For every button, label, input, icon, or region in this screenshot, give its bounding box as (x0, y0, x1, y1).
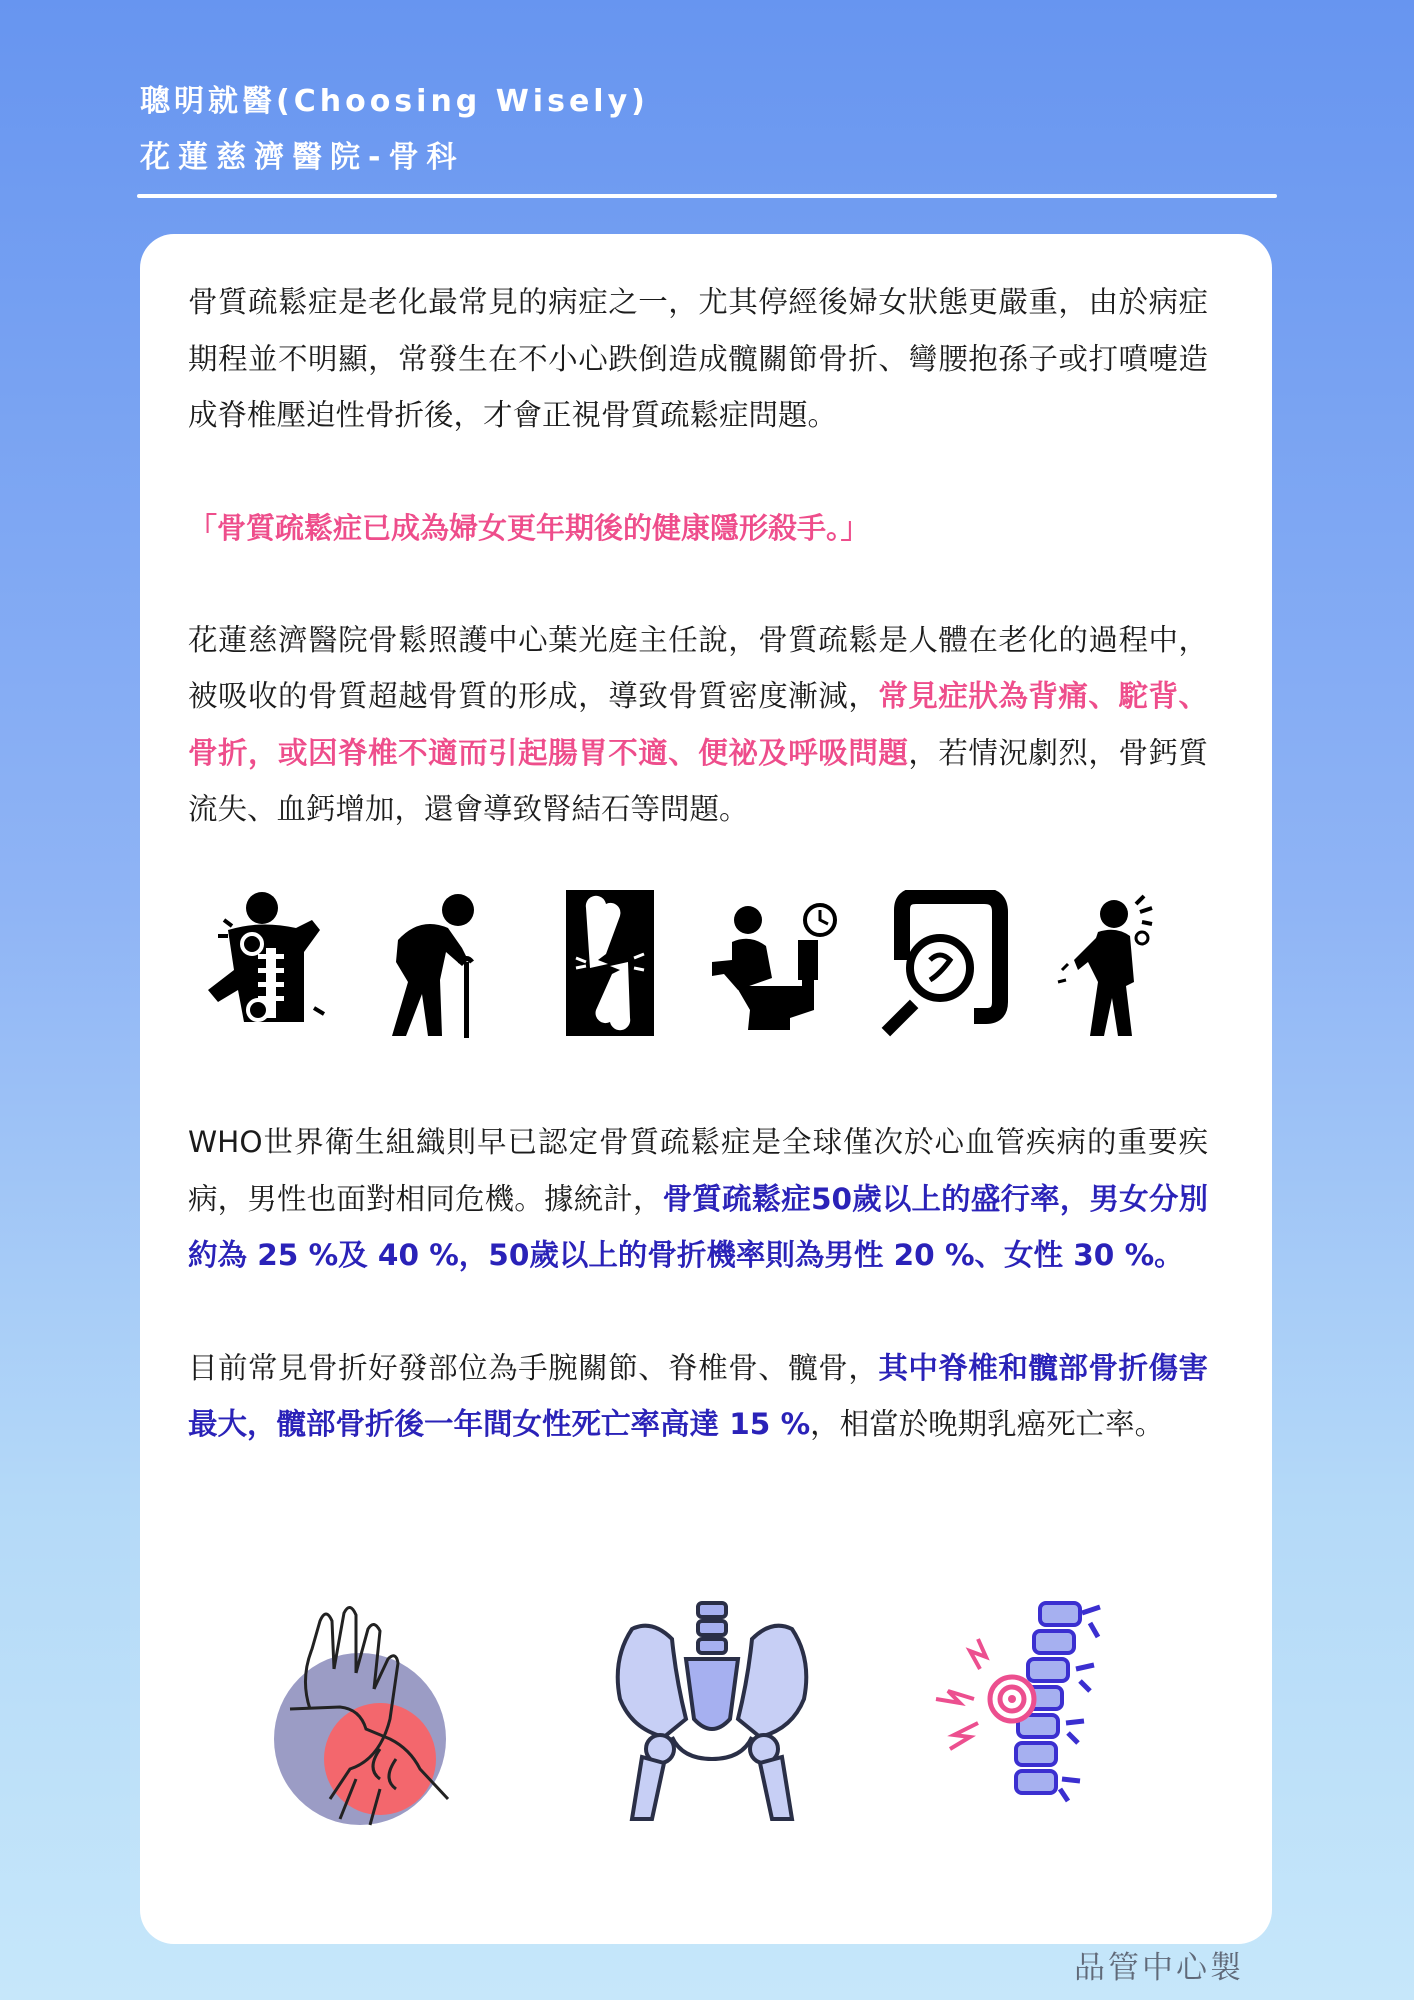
paragraph-symptoms (188, 612, 1208, 838)
breathing-problem-icon (1050, 890, 1190, 1040)
paragraph-who (188, 1114, 1208, 1284)
symptoms-text-c: ，若情況劇烈，骨鈣質流失、血鈣增加，還會導致腎結石等問題。 (188, 735, 1208, 826)
highlight-quote: 「骨質疏鬆症已成為婦女更年期後的健康隱形殺手。」 (188, 510, 870, 545)
symptoms-text-a: 花蓮慈濟醫院骨鬆照護中心葉光庭主任說，骨質疏鬆是人體在老化的過程中，被吸收的骨質超越骨質的形成，導致骨質密度漸減， (188, 622, 1208, 713)
paragraph-intro: 骨質疏鬆症是老化最常見的病症之一，尤其停經後婦女狀態更嚴重，由於病症期程並不明顯，常發生在不小心跌倒造成髖關節骨折、彎腰抱孫子或打噴嚏造成脊椎壓迫性骨折後，才會正視骨質疏鬆症問題。 (188, 285, 1208, 432)
paragraph-fracture-sites (188, 1340, 1208, 1453)
sites-highlight: 其中脊椎和髖部骨折傷害最大，髖部骨折後一年間女性死亡率高達 15 % (188, 1350, 1208, 1441)
header-divider (137, 194, 1277, 198)
who-highlight: 骨質疏鬆症50歲以上的盛行率，男女分別約為 25 %及 40 %，50歲以上的骨折機率則為男性 20 %、女性 30 %。 (188, 1181, 1208, 1272)
article-text-lower (188, 1114, 1208, 1453)
symptom-icons-row (200, 890, 1200, 1040)
sites-text-a: 目前常見骨折好發部位為手腕關節、脊椎骨、髖骨， (188, 1350, 879, 1385)
symptoms-highlight: 常見症狀為背痛、駝背、骨折，或因脊椎不適而引起腸胃不適、便祕及呼吸問題 (188, 679, 1208, 770)
footer-credit: 品管中心製 (1074, 1950, 1244, 1986)
article-text (188, 274, 1208, 838)
back-pain-icon (200, 890, 340, 1040)
header (140, 78, 649, 182)
hunchback-cane-icon (370, 890, 510, 1040)
sites-text-c: ，相當於晚期乳癌死亡率。 (810, 1407, 1165, 1441)
fracture-site-icons-row (270, 1599, 1170, 1829)
who-text-a: WHO世界衛生組織則早已認定骨質疏鬆症是全球僅次於心血管疾病的重要疾病，男性也面對相同危機。據統計， (188, 1125, 1208, 1216)
bone-fracture-icon (540, 890, 680, 1040)
spine-pain-icon (930, 1599, 1150, 1829)
header-title: 聰明就醫(Choosing Wisely) (140, 84, 649, 119)
header-subtitle: 花蓮慈濟醫院-骨科 (140, 140, 465, 175)
content-card (140, 234, 1272, 1944)
intestine-magnifier-icon (880, 890, 1020, 1040)
constipation-toilet-icon (710, 890, 850, 1040)
pelvis-hip-icon (602, 1599, 822, 1829)
wrist-pain-icon (270, 1599, 490, 1829)
